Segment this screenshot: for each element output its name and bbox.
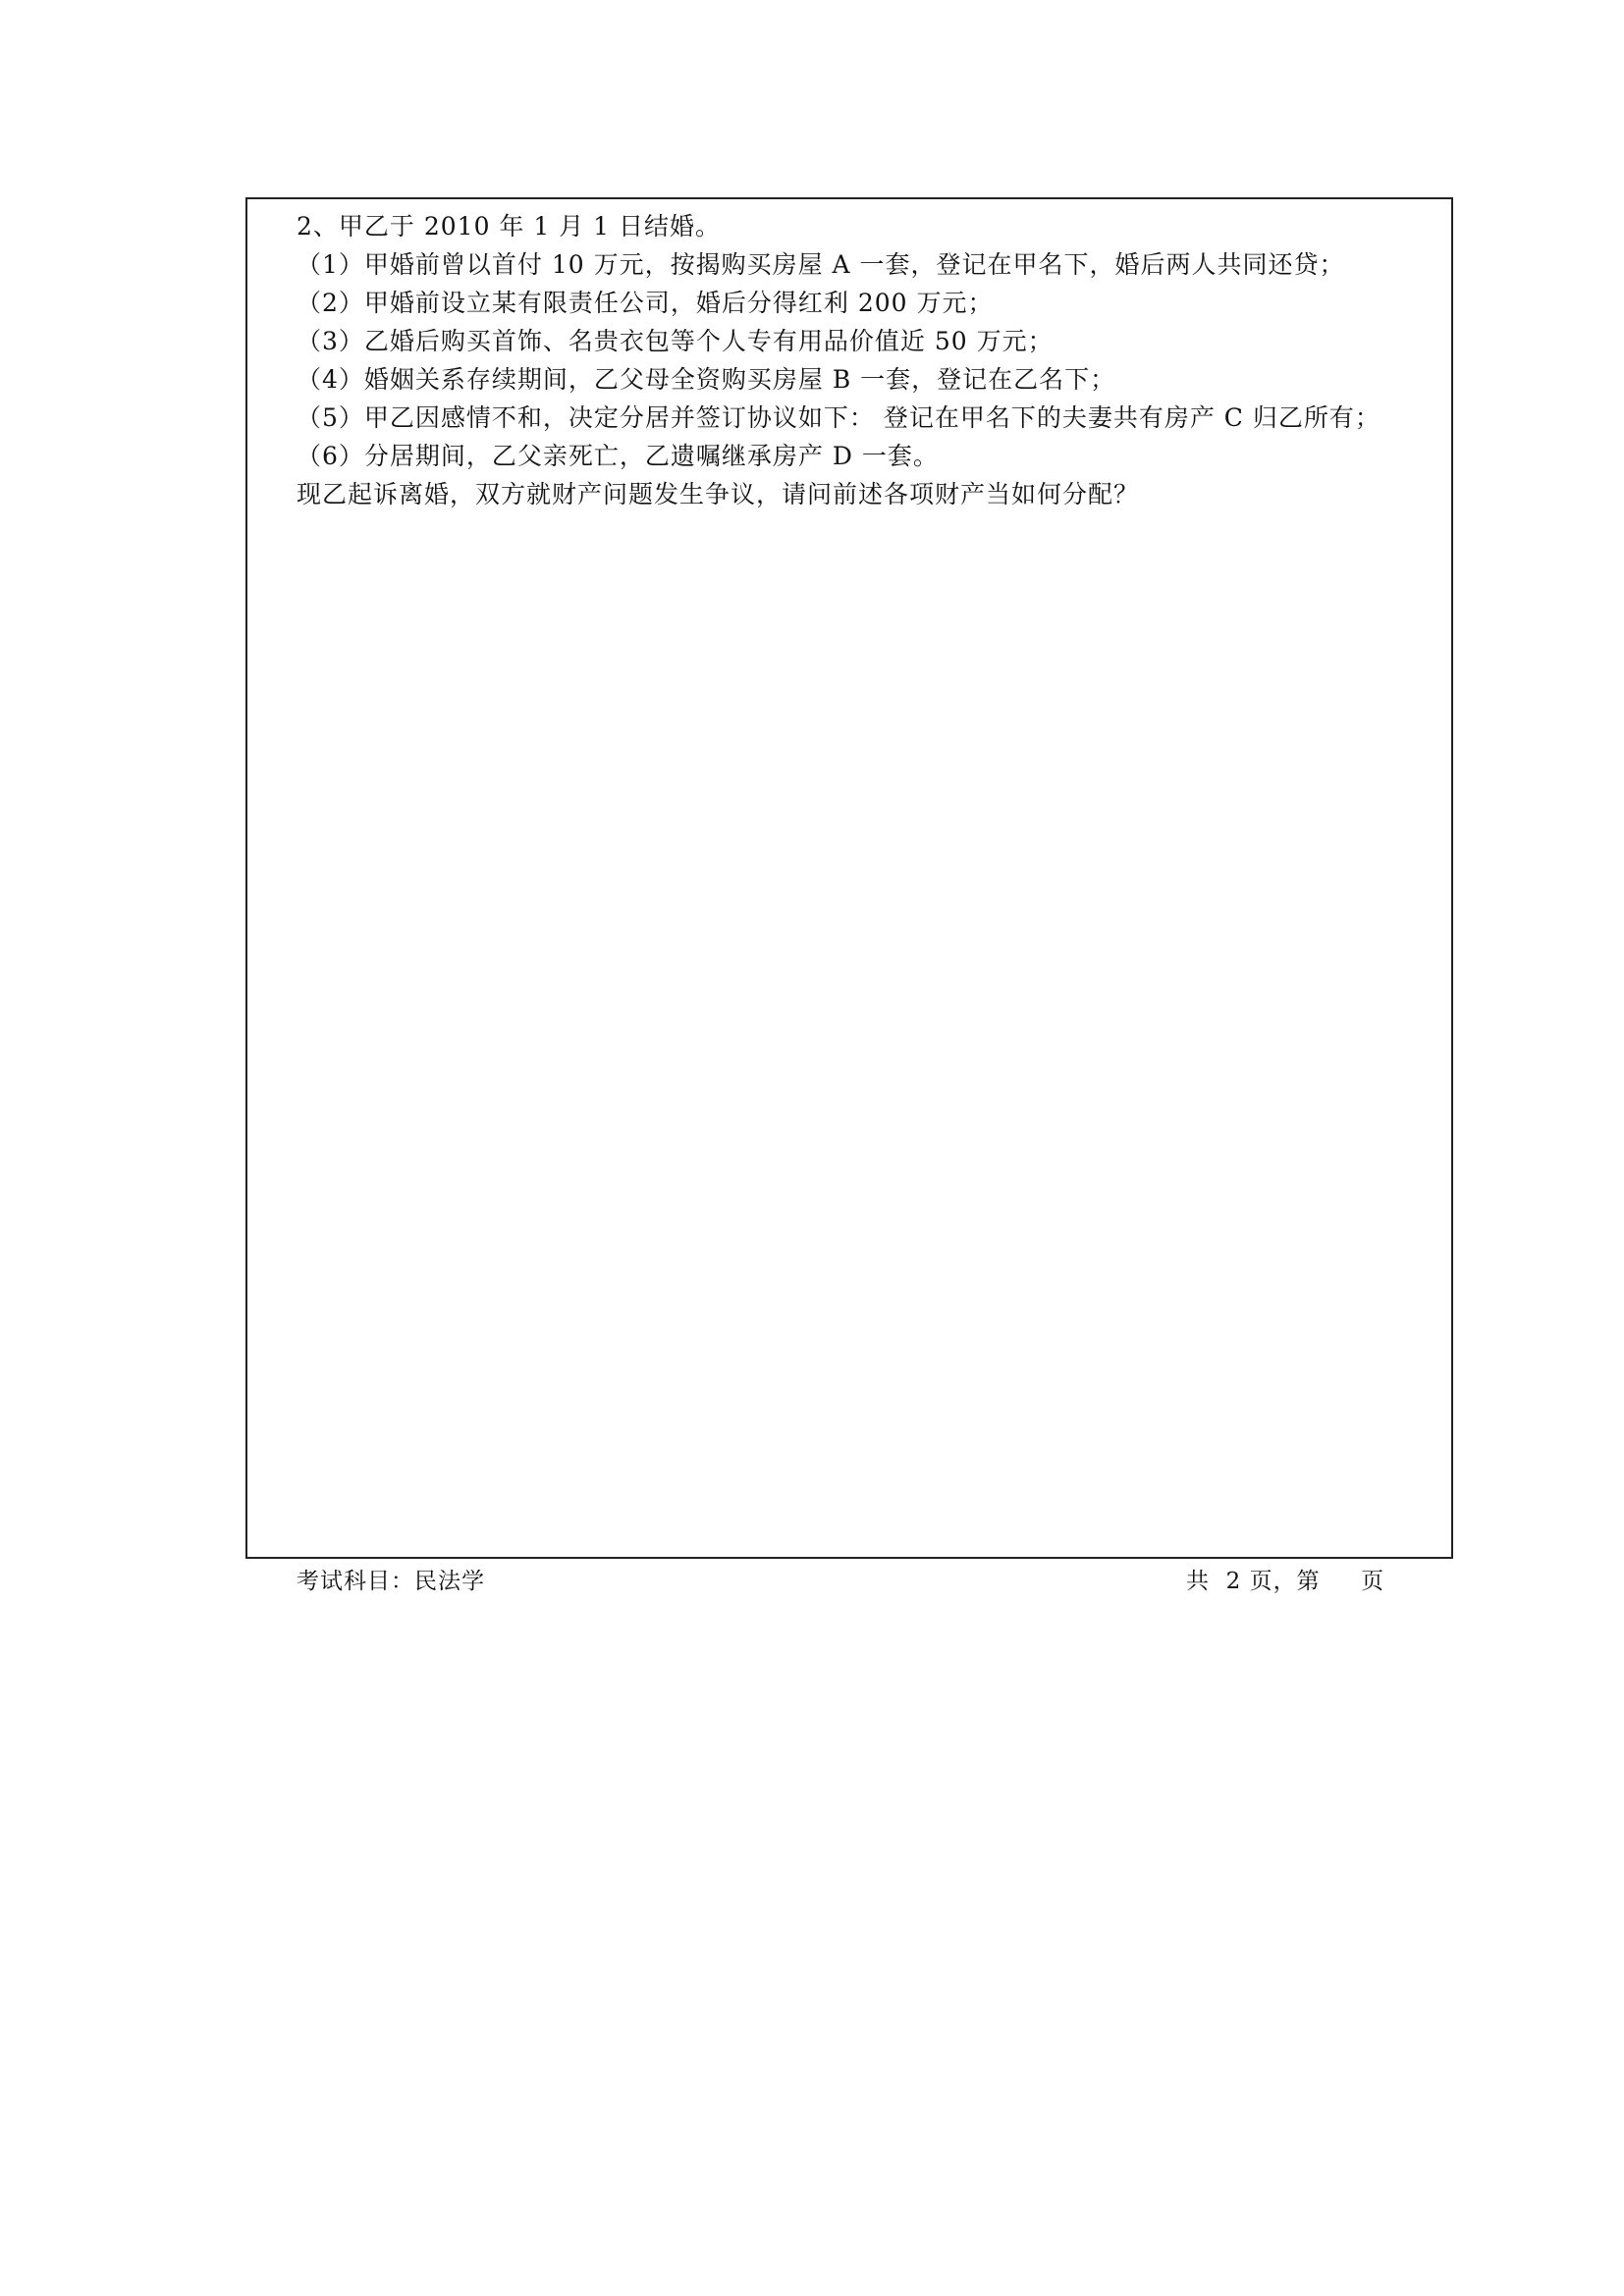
question-item-5: （5）甲乙因感情不和，决定分居并签订协议如下： 登记在甲名下的夫妻共有房产 C 归乙所有； — [297, 403, 1380, 432]
page-number: 共 2 页，第 页 — [1186, 1569, 1385, 1594]
question-heading: 2、甲乙于 2010 年 1 月 1 日结婚。 — [297, 212, 722, 240]
question-text — [247, 199, 1451, 513]
question-item-4: （4）婚姻关系存续期间，乙父母全资购买房屋 B 一套，登记在乙名下； — [297, 365, 1116, 394]
question-item-1: （1）甲婚前曾以首付 10 万元，按揭购买房屋 A 一套，登记在甲名下，婚后两人共同还贷； — [297, 250, 1345, 279]
question-item-2: （2）甲婚前设立某有限责任公司，婚后分得红利 200 万元； — [297, 289, 994, 317]
answer-box — [245, 197, 1453, 1559]
question-item-6: （6）分居期间，乙父亲死亡，乙遗嘱继承房产 D 一套。 — [297, 442, 939, 470]
question-prompt: 现乙起诉离婚，双方就财产问题发生争议，请问前述各项财产当如何分配？ — [297, 480, 1140, 508]
exam-subject: 考试科目：民法学 — [297, 1569, 485, 1594]
question-item-3: （3）乙婚后购买首饰、名贵衣包等个人专有用品价值近 50 万元； — [297, 327, 1054, 355]
